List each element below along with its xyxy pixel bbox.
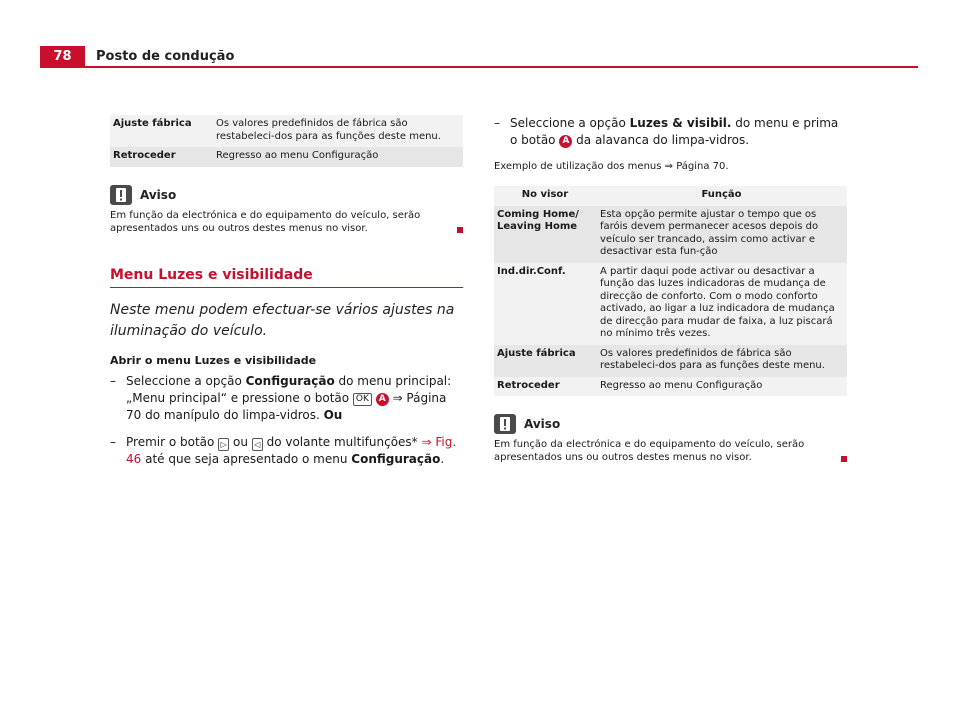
- left-function-table: [110, 115, 463, 167]
- table-row: [494, 206, 847, 263]
- end-mark: [457, 227, 463, 233]
- info-note-icon: [110, 185, 132, 205]
- instruction-step: – Seleccione a opção Configuração do menu principal: „Menu principal“ e pressione o botão OK A ⇒ Página 70 do manípulo do limpa-vidros. Ou: [110, 373, 452, 422]
- table-value: Regresso ao menu Configuração: [213, 147, 463, 167]
- instruction-step: – Premir o botão ▷ ou ◁ do volante multifunções* ⇒ Fig. 46 até que seja apresentado o menu Configuração.: [110, 434, 457, 466]
- table-header: Função: [597, 186, 847, 206]
- note-box: [110, 185, 463, 235]
- table-value: Os valores predefinidos de fábrica são restabeleci-dos para as funções deste menu.: [213, 115, 463, 147]
- arrow-left-key-icon: ◁: [252, 438, 263, 451]
- table-header-row: [494, 186, 847, 206]
- table-row: [494, 377, 847, 397]
- table-value: Regresso ao menu Configuração: [597, 377, 847, 397]
- page-header-title: Posto de condução: [96, 49, 235, 64]
- callout-a-icon: A: [376, 393, 389, 406]
- note-title: Aviso: [140, 187, 177, 202]
- note-title: Aviso: [524, 417, 561, 431]
- table-key: Ajuste fábrica: [110, 115, 213, 147]
- instruction-step: – Seleccione a opção Luzes & visibil. do menu e prima o botão A da alavanca do limpa-vidros.: [494, 116, 839, 147]
- table-header: No visor: [494, 186, 597, 206]
- section-intro: Neste menu podem efectuar-se vários ajustes na iluminação do veículo.: [110, 301, 455, 339]
- table-key: Retroceder: [494, 377, 597, 397]
- arrow-right-key-icon: ▷: [218, 438, 229, 451]
- callout-a-icon: A: [559, 135, 572, 148]
- table-row: [110, 115, 463, 147]
- table-value: A partir daqui pode activar ou desactivar a função das luzes indicadoras de mudança de direcção de conforto. Com o modo conforto activado, ao ligar a luz indicadora de mudança de direcção para mudar de faixa, a luz piscará no mínimo três vezes.: [597, 263, 847, 345]
- end-mark: [841, 456, 847, 462]
- table-key: Ind.dir.Conf.: [494, 263, 597, 345]
- table-row: [494, 263, 847, 345]
- right-function-table: [494, 186, 847, 396]
- figure-link[interactable]: ⇒ Fig. 46: [126, 434, 457, 466]
- note-box: [494, 414, 847, 464]
- example-reference: Exemplo de utilização dos menus ⇒ Página 70.: [494, 161, 729, 172]
- ok-key-icon: OK: [353, 393, 372, 406]
- section-title: Menu Luzes e visibilidade: [110, 267, 463, 288]
- right-column: [494, 115, 847, 464]
- table-value: Esta opção permite ajustar o tempo que os faróis devem permanecer acesos depois do veículo ser trancado, assim como activar e desactivar esta fun-ção: [597, 206, 847, 263]
- left-column: [110, 115, 463, 468]
- table-key: Retroceder: [110, 147, 213, 167]
- note-body: Em função da electrónica e do equipamento do veículo, serão apresentados uns ou outros destes menus no visor.: [110, 209, 421, 234]
- table-key: Coming Home/ Leaving Home: [494, 206, 597, 263]
- page-number: 78: [40, 46, 85, 68]
- header-rule: [40, 66, 918, 68]
- table-value: Os valores predefinidos de fábrica são restabeleci-dos para as funções deste menu.: [597, 345, 847, 377]
- info-note-icon: [494, 414, 516, 434]
- table-key: Ajuste fábrica: [494, 345, 597, 377]
- table-row: [110, 147, 463, 167]
- note-body: Em função da electrónica e do equipamento do veículo, serão apresentados uns ou outros destes menus no visor.: [494, 439, 805, 463]
- subsection-title: Abrir o menu Luzes e visibilidade: [110, 353, 317, 367]
- table-row: [494, 345, 847, 377]
